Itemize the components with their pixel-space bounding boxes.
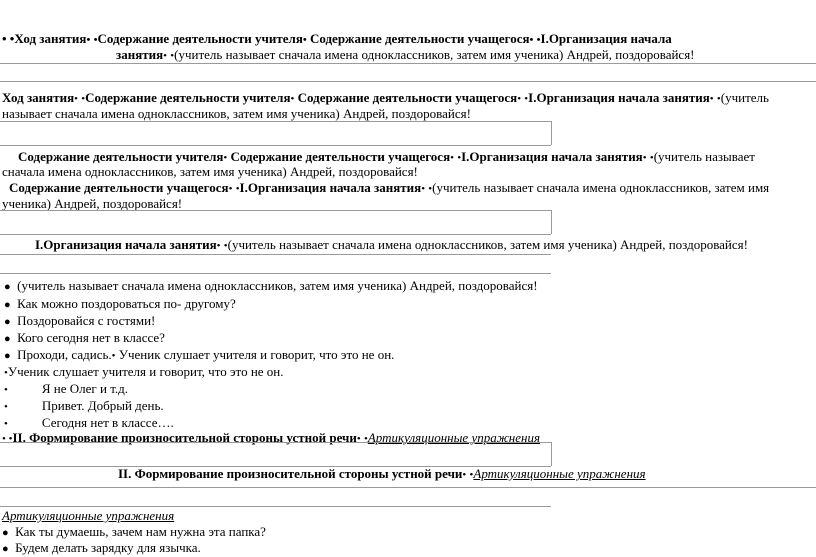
list-item-text: Кого сегодня нет в классе?	[17, 330, 165, 345]
list-item	[4, 278, 538, 295]
bullet-icon: •	[421, 183, 426, 195]
bullet-icon: • •	[2, 433, 13, 445]
instruction-text: ученика) Андрей, поздоровайся!	[2, 196, 183, 211]
list-item-text: Поздоровайся с гостями!	[17, 313, 156, 328]
bullet-icon: •	[450, 152, 454, 164]
list-item	[4, 398, 164, 415]
list-item-text: Проходи, садись.	[17, 347, 112, 362]
student-heading: Содержание деятельности учащегося	[306, 31, 530, 46]
bullet-icon: •	[4, 401, 8, 413]
list-item	[4, 330, 165, 347]
block6-line1	[118, 466, 646, 483]
section-heading: II. Формирование произносительной стороны устной речи	[118, 466, 463, 481]
section-heading: I.Организация начала занятия	[239, 180, 422, 195]
block1-line2	[116, 47, 695, 64]
bullet-icon: •	[469, 469, 474, 481]
divider	[0, 487, 816, 488]
block7-title	[2, 508, 174, 523]
block2-line2	[2, 106, 471, 121]
divider	[0, 145, 551, 146]
bullet-icon: •	[462, 469, 467, 481]
bullet-icon: •	[517, 93, 522, 105]
list-item	[4, 313, 155, 330]
list-item-text: Я не Олег и т.д.	[41, 381, 129, 396]
list-item-text: Будем делать зарядку для язычка.	[15, 540, 201, 555]
bullet-icon: •	[4, 418, 8, 430]
bullet-icon: •	[356, 433, 361, 445]
bullet-icon: •	[4, 367, 8, 379]
bullet-icon: •	[170, 50, 175, 62]
bullet-icon: •	[290, 93, 295, 105]
section-heading: I.Организация начала занятия	[461, 149, 643, 164]
bullet-icon: •	[4, 384, 8, 396]
list-item	[4, 381, 128, 398]
bullet-icon: ●	[4, 316, 11, 328]
bullet-icon: •	[302, 34, 307, 46]
cell-border	[551, 442, 552, 466]
course-heading: Ход занятия	[2, 90, 75, 105]
list-item-text: Ученик слушает учителя и говорит, что это не он.	[7, 364, 284, 379]
bullet-icon: ●	[4, 350, 11, 362]
divider	[0, 273, 551, 274]
bullet-icon: •	[216, 240, 221, 252]
bullet-icon: •	[111, 350, 116, 362]
bullet-icon: ●	[4, 333, 11, 345]
bullet-icon: •	[81, 93, 86, 105]
bullet-icon: •	[86, 34, 91, 46]
bullet-icon: ●	[4, 281, 11, 293]
list-item	[2, 540, 201, 557]
exercise-link: Артикуляционные упражнения	[2, 508, 175, 523]
bullet-icon: •	[235, 183, 240, 195]
instruction-text: сначала имена одноклассников, затем имя ученика) Андрей, поздоровайся!	[2, 164, 418, 179]
list-item	[4, 364, 284, 381]
divider	[0, 254, 551, 255]
list-item-text: Как ты думаешь, зачем нам нужна эта папка?	[15, 524, 266, 539]
divider	[0, 210, 551, 211]
course-heading: Ход занятия	[14, 31, 87, 46]
divider	[0, 442, 551, 443]
bullet-icon: •	[163, 50, 168, 62]
bullet-icon: •	[428, 183, 433, 195]
bullet-icon: •	[363, 433, 368, 445]
divider	[0, 121, 551, 122]
divider	[0, 81, 816, 82]
exercise-link: Артикуляционные упражнения	[367, 430, 541, 445]
instruction-text: (учитель	[720, 90, 769, 105]
instruction-text: (учитель называет сначала имена одноклассников, затем имя ученика) Андрей, поздоровайся!	[227, 237, 748, 252]
teacher-heading: Содержание деятельности учителя	[18, 149, 224, 164]
instruction-text: (учитель называет сначала имена одноклассников, затем имя	[432, 180, 770, 195]
teacher-heading: Содержание деятельности учителя	[97, 31, 303, 46]
list-item	[4, 296, 236, 313]
list-item-text: Привет. Добрый день.	[41, 398, 164, 413]
instruction-text: называет сначала имена одноклассников, затем имя ученика) Андрей, поздоровайся!	[2, 106, 471, 121]
bullet-icon: •	[649, 152, 654, 164]
bullet-icon: •	[93, 34, 98, 46]
block4-line1	[35, 237, 748, 254]
student-heading: Содержание деятельности учащегося	[294, 90, 518, 105]
bullet-icon: •	[529, 34, 534, 46]
student-heading: Содержание деятельности учащегося	[227, 149, 451, 164]
bullet-icon: •	[642, 152, 647, 164]
bullet-icon: ●	[2, 527, 9, 539]
section-heading: I.Организация начала	[540, 31, 672, 46]
bullet-icon: •	[709, 93, 714, 105]
block3-line2	[2, 164, 418, 179]
block5-line1	[2, 430, 540, 447]
section-heading: II. Формирование произносительной стороны устной речи	[12, 430, 357, 445]
list-item-text: Как можно поздороваться по- другому?	[17, 296, 236, 311]
divider	[0, 506, 551, 507]
bullet-icon: •	[716, 93, 721, 105]
bullet-icon: ●	[2, 543, 9, 555]
divider	[0, 63, 816, 64]
student-heading: Содержание деятельности учащегося	[9, 180, 229, 195]
list-item-text: (учитель называет сначала имена одноклассников, затем имя ученика) Андрей, поздоровайся!	[17, 278, 538, 293]
bullet-icon: •	[457, 152, 462, 164]
block1-line1	[2, 31, 672, 48]
list-item-text: Ученик слушает учителя и говорит, что это не он.	[115, 347, 395, 362]
list-item	[4, 347, 394, 364]
cell-border	[551, 121, 552, 145]
bullet-icon: •	[74, 93, 78, 105]
instruction-text: (учитель называет	[653, 149, 755, 164]
list-item-text: Сегодня нет в классе….	[41, 415, 174, 430]
teacher-heading: Содержание деятельности учителя	[85, 90, 291, 105]
bullet-icon: •	[223, 240, 228, 252]
section-heading: I.Организация начала занятия	[35, 237, 217, 252]
block3-line4	[2, 196, 182, 211]
bullet-icon: •	[536, 34, 541, 46]
bullet-icon: •	[524, 93, 529, 105]
section-heading: I.Организация начала занятия	[528, 90, 710, 105]
divider	[0, 234, 551, 235]
cell-border	[551, 210, 552, 234]
bullet-icon: •	[228, 183, 233, 195]
list-item	[2, 524, 266, 541]
bullet-icon: ●	[4, 299, 11, 311]
bullet-icon: •	[223, 152, 228, 164]
exercise-link: Артикуляционные упражнения	[473, 466, 646, 481]
bullet-icon: • •	[2, 31, 15, 46]
instruction-text: (учитель называет сначала имена одноклассников, затем имя ученика) Андрей, поздоровайся!	[174, 47, 695, 62]
section-heading: занятия	[116, 47, 164, 62]
block2-line1	[2, 90, 769, 107]
block3-line3	[9, 180, 769, 197]
